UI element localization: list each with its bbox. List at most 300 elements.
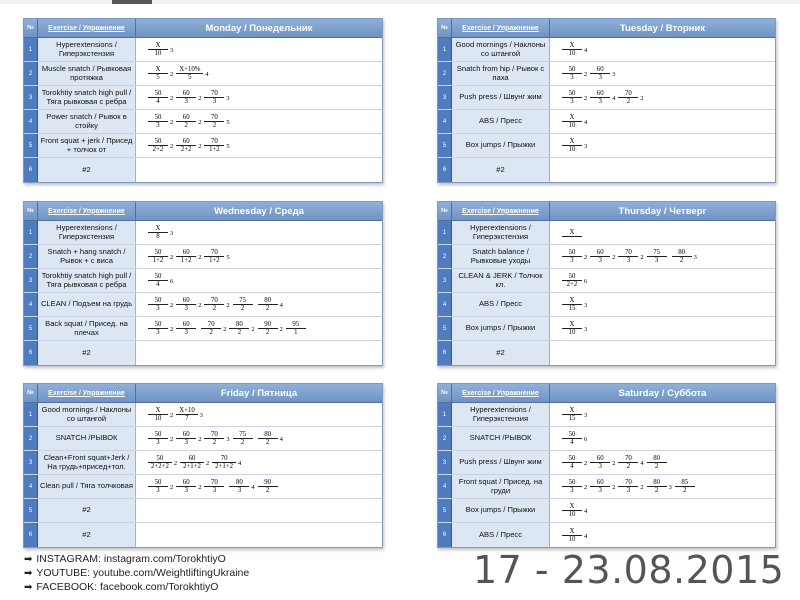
set-reps: 3 (176, 486, 196, 494)
set-prescription (590, 479, 615, 494)
set-reps: 2+1+2 (212, 462, 236, 470)
set-count: 3 (226, 95, 230, 102)
exercise-name: Box jumps / Прыжки (452, 499, 550, 522)
column-exercise-header[interactable]: Exercise / Упражнение (452, 19, 550, 37)
exercise-row (24, 269, 382, 293)
set-prescription (148, 114, 173, 129)
set-reps: 4 (148, 97, 168, 105)
exercise-row (438, 158, 775, 182)
set-reps: 2 (233, 304, 253, 312)
set-weight: 60 (182, 114, 190, 121)
set-weight: 60 (596, 455, 604, 462)
column-number-header: № (24, 384, 38, 402)
weight-reps-fraction (176, 249, 196, 264)
exercise-name: Power snatch / Рывок в стойку (38, 110, 136, 133)
set-reps: 3 (562, 256, 582, 264)
set-reps: 3 (590, 486, 610, 494)
set-prescription (590, 90, 615, 105)
day-table-header (438, 202, 775, 221)
set-weight: 60 (182, 138, 190, 145)
set-reps: 2 (618, 462, 638, 470)
exercise-name: #2 (38, 158, 136, 182)
set-prescription (176, 66, 208, 81)
set-reps: 3 (590, 256, 610, 264)
set-prescription (590, 249, 615, 264)
set-prescription (562, 455, 587, 470)
day-table-header (24, 202, 382, 221)
weight-reps-fraction (647, 479, 667, 494)
set-count: 2 (640, 254, 644, 261)
weight-reps-fraction (148, 321, 168, 336)
set-weight: 70 (207, 321, 215, 328)
weight-reps-fraction (148, 138, 168, 153)
sets-cell (550, 451, 775, 474)
set-weight: 50 (154, 321, 162, 328)
row-number: 2 (438, 245, 452, 268)
sets-cell (550, 110, 775, 133)
set-prescription (148, 273, 173, 288)
set-weight: X (155, 42, 161, 49)
weight-reps-fraction (562, 66, 582, 81)
exercise-name: Muscle snatch / Рывковая протяжка (38, 62, 136, 85)
set-prescription (562, 66, 587, 81)
row-number: 5 (24, 317, 38, 340)
set-count: 4 (205, 71, 209, 78)
set-reps: 2 (204, 438, 224, 446)
set-prescription (258, 321, 283, 336)
set-prescription (148, 90, 173, 105)
sets-cell (136, 451, 382, 474)
set-prescription (201, 321, 226, 336)
row-number: 5 (438, 134, 452, 157)
weight-reps-fraction (229, 479, 249, 494)
exercise-name: Box jumps / Прыжки (452, 317, 550, 340)
exercise-row (438, 427, 775, 451)
row-number: 1 (24, 403, 38, 426)
weight-reps-fraction (148, 273, 168, 288)
top-strip-mark (112, 0, 152, 4)
weight-reps-fraction (204, 431, 224, 446)
set-weight: X (155, 66, 161, 73)
set-reps: 2+2 (176, 145, 196, 153)
exercise-row (438, 317, 775, 341)
set-count: 2 (612, 460, 616, 467)
sets-cell (136, 427, 382, 450)
set-count: 3 (584, 326, 588, 333)
set-weight: 70 (211, 479, 218, 486)
sets-cell (136, 499, 382, 522)
set-prescription (233, 297, 255, 312)
exercise-name: Hyperextensions / Гиперэкстензия (38, 38, 136, 61)
weight-reps-fraction (562, 90, 582, 105)
set-weight: 90 (264, 479, 271, 486)
set-reps: 3 (562, 97, 582, 105)
set-reps: 3 (176, 97, 196, 105)
set-prescription (618, 455, 643, 470)
instagram-link[interactable] (24, 552, 354, 566)
sets-cell (136, 317, 382, 340)
sets-cell (550, 523, 775, 547)
exercise-name: Torokhtiy snatch high pull / Тяга рывковая с ребра (38, 269, 136, 292)
set-prescription (562, 138, 587, 153)
exercise-row (24, 62, 382, 86)
weight-reps-fraction (618, 90, 638, 105)
social-links (24, 552, 354, 594)
sets-cell (550, 245, 775, 268)
set-prescription (148, 297, 173, 312)
set-reps: 3 (148, 328, 168, 336)
set-reps: 2 (672, 256, 692, 264)
set-prescription (204, 249, 229, 264)
set-count: 2 (198, 302, 202, 309)
weight-reps-fraction (204, 297, 224, 312)
set-count: 3 (668, 484, 672, 491)
set-prescription (148, 66, 173, 81)
row-number: 2 (24, 245, 38, 268)
exercise-row (24, 341, 382, 365)
exercise-name: ABS / Пресс (452, 110, 550, 133)
row-number: 4 (438, 110, 452, 133)
set-prescription (258, 479, 280, 494)
weight-reps-fraction (562, 42, 582, 57)
set-count: 2 (170, 71, 174, 78)
set-reps: 2 (201, 328, 221, 336)
set-reps: 10 (562, 328, 582, 336)
set-prescription (562, 321, 587, 336)
weight-reps-fraction (562, 407, 582, 422)
row-number: 1 (438, 38, 452, 61)
set-reps: 2 (647, 486, 667, 494)
exercise-row (438, 451, 775, 475)
set-reps: 4 (148, 280, 168, 288)
set-prescription (229, 479, 254, 494)
weight-reps-fraction (618, 249, 638, 264)
row-number: 4 (438, 293, 452, 316)
exercise-name: Snatch + hang snatch / Рывок + с виса (38, 245, 136, 268)
sets-cell (136, 221, 382, 244)
set-weight: 95 (292, 321, 300, 328)
exercise-row (24, 523, 382, 547)
weight-reps-fraction (176, 114, 196, 129)
weight-reps-fraction (148, 407, 168, 422)
set-weight: 50 (568, 479, 576, 486)
sets-cell (136, 110, 382, 133)
row-number: 5 (24, 499, 38, 522)
set-count: 3 (170, 47, 174, 54)
set-prescription (286, 321, 308, 336)
exercise-row (438, 499, 775, 523)
exercise-row (438, 475, 775, 499)
set-weight: 70 (211, 90, 218, 97)
set-reps: 3 (590, 462, 610, 470)
set-weight: 60 (182, 90, 190, 97)
row-number: 6 (24, 523, 38, 547)
set-count: 2 (170, 302, 174, 309)
weight-reps-fraction (590, 249, 610, 264)
weight-reps-fraction (562, 273, 582, 288)
facebook-link[interactable] (24, 580, 354, 594)
set-count: 6 (170, 278, 174, 285)
set-prescription (647, 455, 669, 470)
exercise-row (438, 110, 775, 134)
weight-reps-fraction (148, 431, 168, 446)
column-exercise-header[interactable]: Exercise / Упражнение (38, 202, 136, 220)
row-number: 6 (24, 158, 38, 182)
set-weight: 50 (568, 455, 576, 462)
set-prescription (562, 528, 587, 543)
set-weight: 70 (625, 479, 632, 486)
sets-cell (550, 293, 775, 316)
weight-reps-fraction (562, 431, 582, 446)
column-exercise-header[interactable]: Exercise / Упражнение (38, 19, 136, 37)
sets-cell (136, 403, 382, 426)
row-number: 6 (438, 341, 452, 365)
set-prescription (148, 431, 173, 446)
sets-cell (136, 293, 382, 316)
sets-cell (136, 269, 382, 292)
set-count: 2 (198, 119, 202, 126)
exercise-name: Clean+Front squat+Jerk / На грудь+присед+тол. (38, 451, 136, 474)
row-number: 3 (438, 451, 452, 474)
day-title: Saturday / Суббота (618, 387, 707, 399)
arrow-right-icon: ➡ (24, 553, 33, 565)
set-reps: 15 (562, 304, 582, 312)
set-weight: 80 (678, 249, 685, 256)
exercise-name: CLEAN / Подъем на грудь (38, 293, 136, 316)
exercise-name: Hyperextensions / Гиперэкстензия (452, 221, 550, 244)
exercise-name: Hyperextensions / Гиперэкстензия (38, 221, 136, 244)
exercise-name: Snatch balance / Рывковые уходы (452, 245, 550, 268)
exercise-name: Hyperextensions / Гиперэкстензия (452, 403, 550, 426)
set-prescription (562, 249, 587, 264)
day-table-header (24, 384, 382, 403)
set-weight: 90 (264, 321, 271, 328)
set-count: 3 (584, 143, 588, 150)
row-number: 3 (438, 86, 452, 109)
set-weight: 75 (653, 249, 660, 256)
set-count: 4 (279, 302, 283, 309)
youtube-link[interactable] (24, 566, 354, 580)
row-number: 2 (438, 62, 452, 85)
set-reps: 3 (176, 328, 196, 336)
set-weight: 70 (211, 114, 218, 121)
exercise-name: Push press / Швунг жим (452, 86, 550, 109)
set-reps: 2 (258, 328, 278, 336)
row-number: 1 (438, 221, 452, 244)
set-prescription (258, 431, 283, 446)
set-weight: X (569, 114, 575, 121)
column-exercise-header[interactable]: Exercise / Упражнение (452, 202, 550, 220)
set-weight: 85 (681, 479, 689, 486)
day-table (23, 383, 383, 548)
set-count: 3 (584, 302, 588, 309)
row-number: 4 (24, 475, 38, 498)
sets-cell (136, 523, 382, 547)
sets-cell (136, 475, 382, 498)
exercise-name: ABS / Пресс (452, 293, 550, 316)
row-number: 5 (438, 499, 452, 522)
weight-reps-fraction (176, 407, 198, 422)
exercise-row (24, 86, 382, 110)
day-title: Monday / Понедельник (205, 22, 313, 34)
set-prescription (176, 249, 201, 264)
weight-reps-fraction (233, 431, 253, 446)
set-weight: 50 (154, 90, 162, 97)
youtube-link-text: YOUTUBE: youtube.com/WeightliftingUkraine (36, 567, 250, 579)
exercise-name: Front squat + jerk / Присед + толчок от (38, 134, 136, 157)
set-prescription (148, 321, 173, 336)
set-reps: 2+1+2 (180, 462, 204, 470)
sets-cell (136, 245, 382, 268)
sets-cell (550, 427, 775, 450)
set-prescription (176, 321, 198, 336)
set-weight: 70 (625, 249, 632, 256)
set-count: 2 (584, 460, 588, 467)
exercise-row (438, 293, 775, 317)
exercise-row (438, 245, 775, 269)
set-count: 2 (170, 484, 174, 491)
set-weight: 50 (154, 138, 162, 145)
weight-reps-fraction (204, 249, 224, 264)
set-weight: 70 (211, 431, 218, 438)
set-prescription (148, 479, 173, 494)
set-reps: 3 (148, 438, 168, 446)
sets-cell (550, 499, 775, 522)
set-weight: 70 (625, 90, 632, 97)
set-prescription (176, 479, 201, 494)
set-count: 6 (584, 278, 588, 285)
exercise-row (24, 221, 382, 245)
weight-reps-fraction (258, 479, 278, 494)
set-count: 4 (584, 119, 588, 126)
exercise-row (24, 317, 382, 341)
set-count: 3 (612, 71, 616, 78)
set-count: 3 (199, 412, 203, 419)
set-weight: 60 (182, 431, 190, 438)
sets-cell (550, 475, 775, 498)
weight-reps-fraction (562, 503, 582, 518)
set-weight: 70 (211, 297, 218, 304)
set-prescription (180, 455, 209, 470)
set-count: 2 (173, 460, 178, 467)
set-weight: X (569, 407, 575, 414)
set-reps: 15 (562, 414, 582, 422)
exercise-row (438, 221, 775, 245)
set-weight: X (569, 321, 575, 328)
set-weight: 60 (596, 90, 604, 97)
set-prescription (562, 407, 587, 422)
sets-cell (550, 221, 775, 244)
set-reps: 4 (562, 438, 582, 446)
weight-reps-fraction (647, 455, 667, 470)
sets-cell (550, 403, 775, 426)
set-count: 2 (198, 484, 202, 491)
set-reps: 3 (618, 256, 638, 264)
set-count: 4 (584, 532, 588, 540)
set-prescription (675, 479, 697, 494)
weight-reps-fraction (590, 66, 610, 81)
set-reps: 1+2 (176, 256, 196, 264)
weight-reps-fraction (148, 66, 168, 81)
weight-reps-fraction (176, 90, 196, 105)
set-weight: 80 (653, 455, 660, 462)
instagram-link-text: INSTAGRAM: instagram.com/TorokhtiyO (36, 553, 226, 565)
set-reps: 10 (562, 145, 582, 153)
column-exercise-header[interactable]: Exercise / Упражнение (452, 384, 550, 402)
set-reps (562, 236, 582, 237)
set-count: 2 (170, 412, 174, 419)
set-weight: 60 (182, 297, 190, 304)
weight-reps-fraction (148, 249, 168, 264)
set-prescription (562, 42, 587, 57)
row-number: 2 (438, 427, 452, 450)
set-prescription (176, 138, 201, 153)
exercise-name: Front squat / Присед. на груди (452, 475, 550, 498)
exercise-row (438, 523, 775, 547)
set-prescription (590, 66, 615, 81)
set-weight: 50 (154, 273, 162, 280)
weight-reps-fraction (148, 114, 168, 129)
exercise-name: Good mornings / Наклоны со штангой (38, 403, 136, 426)
set-count: 2 (198, 254, 202, 261)
sets-cell (550, 134, 775, 157)
row-number: 2 (24, 427, 38, 450)
set-weight: X (569, 297, 575, 304)
sets-cell (136, 38, 382, 61)
sets-cell (136, 62, 382, 85)
exercise-name: Back squat / Присед. на плечах (38, 317, 136, 340)
row-number: 4 (24, 293, 38, 316)
column-exercise-header[interactable]: Exercise / Упражнение (38, 384, 136, 402)
set-prescription (148, 455, 177, 470)
set-prescription (590, 455, 615, 470)
set-reps: 10 (148, 49, 168, 57)
sets-cell (550, 158, 775, 182)
exercise-row (438, 86, 775, 110)
set-count: 2 (584, 484, 588, 491)
set-reps: 3 (148, 486, 168, 494)
weight-reps-fraction (258, 297, 278, 312)
set-weight: 50 (156, 455, 164, 462)
set-count: 4 (238, 460, 242, 467)
set-reps: 3 (204, 97, 224, 105)
set-weight: X+10% (179, 66, 201, 73)
set-prescription (562, 297, 587, 312)
set-weight: 60 (596, 66, 604, 73)
set-prescription (148, 42, 173, 57)
day-table (437, 383, 776, 548)
weight-reps-fraction (176, 431, 196, 446)
row-number: 1 (438, 403, 452, 426)
exercise-row (438, 269, 775, 293)
sets-cell (550, 86, 775, 109)
set-count: 2 (170, 95, 174, 102)
set-count: 3 (170, 230, 174, 237)
day-table (437, 201, 776, 366)
set-count: 2 (198, 436, 202, 443)
weight-reps-fraction (233, 297, 253, 312)
set-count: 4 (584, 508, 588, 515)
set-weight: 50 (568, 273, 576, 280)
set-prescription (562, 229, 584, 237)
set-count: 2 (640, 484, 644, 491)
set-reps: 1 (286, 328, 306, 336)
exercise-row (24, 293, 382, 317)
set-prescription (672, 249, 697, 264)
set-weight: X+10 (179, 407, 195, 414)
exercise-name: Clean pull / Тяга толчковая (38, 475, 136, 498)
weight-reps-fraction (148, 479, 168, 494)
